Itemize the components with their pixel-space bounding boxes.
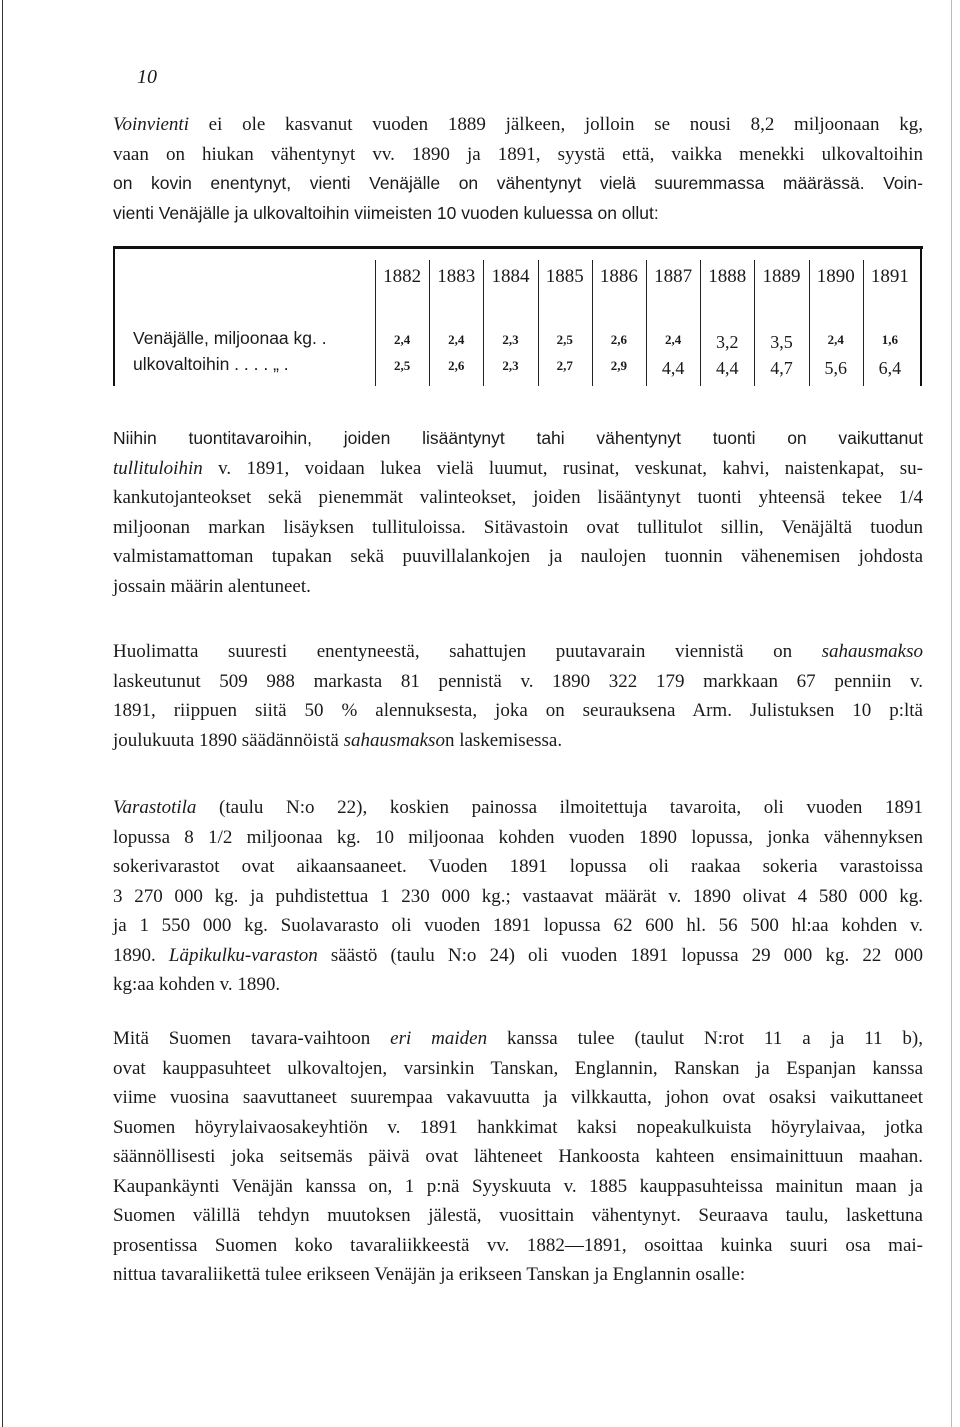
- paragraph-tavaravaihto: [113, 1024, 923, 1290]
- table-cell: 2,7: [556, 358, 573, 373]
- table-cell: 2,4: [393, 332, 411, 347]
- paragraph-sahausmakso: [113, 637, 923, 755]
- table-cell: 2,6: [610, 332, 628, 347]
- text-line: viime vuosina saavuttaneet suurempaa vakavuutta ja vilkkautta, johon ovat osaksi vaikuttaneet: [113, 1087, 923, 1108]
- text-line: kg:aa kohden v. 1890.: [113, 974, 281, 995]
- text-line: sokerivarastot ovat aikaansaaneet. Vuoden 1891 lopussa oli raakaa sokeria varastoissa: [113, 856, 923, 877]
- text-line: ovat kauppasuhteet ulkovaltojen, varsinkin Tanskan, Englannin, Ranskan ja Espanjan kanssa: [113, 1057, 923, 1079]
- year-header: 1889: [762, 266, 801, 287]
- table-cell: 2,5: [393, 358, 411, 373]
- text-line: vienti Venäjälle ja ulkovaltoihin viimeisten 10 vuoden kuluessa on ollut:: [113, 202, 659, 223]
- emphasis: tullituloihin: [113, 457, 203, 479]
- table-cell: 4,4: [716, 358, 739, 378]
- emphasis: sahausmakso: [821, 641, 923, 662]
- text-line: valmistamattoman tupakan sekä puuvillalankojen ja naulojen tuonnin vähenemisen johdosta: [113, 546, 923, 567]
- year-header: 1884: [491, 266, 530, 287]
- table-cell: 3,5: [770, 332, 793, 352]
- text-line: joulukuuta 1890 säädännöistä sahausmakson laskemisessa.: [113, 729, 563, 751]
- table-top-rule: [113, 246, 923, 249]
- text-line: Suomen höyrylaivaosakeyhtiön v. 1891 hankkimat kaksi nopeakulkuista höyrylaivaa, jotka: [113, 1116, 923, 1138]
- text-line: ja 1 550 000 kg. Suolavarasto oli vuoden 1891 lopussa 62 600 hl. 56 500 hl:aa kohden v.: [113, 915, 923, 936]
- page-number: 10: [137, 66, 157, 88]
- emphasis: Voinvienti: [113, 114, 189, 135]
- text-line: miljoonan markan lisäyksen tullituloissa. Sitävastoin ovat tullitulot sillin, Venäjältä tuodun: [113, 516, 923, 538]
- emphasis: sahausmakso: [343, 729, 445, 751]
- text-line: jossain määrin alentuneet.: [113, 575, 311, 597]
- table-cell: 2,6: [448, 358, 465, 373]
- text-line: lopussa 8 1/2 miljoonaa kg. 10 miljoonaa kohden vuoden 1890 lopussa, jonka vähennyksen: [113, 826, 923, 848]
- text-line: Kaupankäynti Venäjän kanssa on, 1 p:nä Syyskuuta v. 1885 kauppasuhteissa mainitun maan ja: [113, 1175, 923, 1197]
- year-header: 1891: [870, 266, 909, 287]
- table-cell: 2,4: [448, 332, 465, 347]
- table-cell: 2,3: [502, 358, 519, 373]
- year-header: 1886: [599, 266, 638, 287]
- emphasis: eri maiden: [390, 1028, 488, 1049]
- text-line: säännöllisesti joka seitsemäs päivä ovat lähteneet Hankoosta kahteen ensimainittuun maahan.: [113, 1146, 923, 1167]
- year-header: 1882: [383, 266, 422, 287]
- table-cell: 6,4: [878, 358, 902, 378]
- emphasis: Läpikulku-varaston: [168, 944, 318, 966]
- text-line: Huolimatta suuresti enentyneestä, sahattujen puutavarain viennistä on sahausmakso: [113, 641, 923, 662]
- table-cell: 1,6: [881, 332, 899, 347]
- text-line: Voinvienti ei ole kasvanut vuoden 1889 jälkeen, jolloin se nousi 8,2 miljoonaan kg,: [113, 114, 923, 135]
- paragraph-tullituloihin: [113, 424, 923, 601]
- scan-edge-right: [951, 0, 952, 1427]
- text-line: nittua tavaraliikettä tulee erikseen Venäjän ja erikseen Tanskan ja Englannin osalle:: [113, 1264, 746, 1285]
- table-cell: 4,7: [770, 358, 793, 378]
- table-cell: 2,3: [502, 332, 519, 347]
- year-header: 1888: [708, 266, 747, 287]
- text-line: on kovin enentynyt, vienti Venäjälle on vähentynyt vielä suuremmassa määrässä. Voin-: [113, 173, 923, 193]
- row-label-venajalle: Venäjälle, miljoonaa kg. .: [133, 328, 327, 348]
- text-line: 1891, riippuen siitä 50 % alennuksesta, joka on seurauksena Arm. Julistuksen 10 p:ltä: [113, 700, 923, 721]
- year-header: 1890: [816, 266, 855, 287]
- butter-export-table: [113, 246, 923, 386]
- text-line: vaan on hiukan vähentynyt vv. 1890 ja 1891, syystä että, vaikka menekki ulkovaltoihin: [113, 143, 923, 165]
- year-header: 1887: [654, 266, 693, 287]
- table-cell: 5,6: [824, 358, 847, 378]
- paragraph-varastotila: [113, 793, 923, 1000]
- text-line: Niihin tuontitavaroihin, joiden lisääntynyt tahi vähentynyt tuonti on vaikuttanut: [113, 428, 923, 448]
- row-label-ulkovaltoihin: ulkovaltoihin . . . . „ .: [133, 354, 289, 374]
- text-line: prosentissa Suomen koko tavaraliikkeestä vv. 1882—1891, osoittaa kuinka suuri osa mai-: [113, 1234, 923, 1256]
- table-cell: 2,5: [556, 332, 573, 347]
- table-cell: 2,4: [664, 332, 682, 347]
- text-line: Mitä Suomen tavara-vaihtoon eri maiden kanssa tulee (taulut N:rot 11 a ja 11 b),: [113, 1028, 924, 1049]
- table-right-rule: [920, 246, 922, 386]
- text-line: 3 270 000 kg. ja puhdistettua 1 230 000 kg.; vastaavat määrät v. 1890 olivat 4 580 000 kg.: [113, 885, 923, 907]
- paragraph-voinvienti: [113, 110, 923, 228]
- text-line: Varastotila (taulu N:o 22), koskien painossa ilmoitettuja tavaroita, oli vuoden 1891: [113, 797, 923, 818]
- text-line: Suomen välillä tehdyn muutoksen jälestä, vuosittain vähentynyt. Seuraava taulu, laskettuna: [113, 1205, 923, 1226]
- table-cell: 4,4: [661, 358, 685, 378]
- text-line: laskeutunut 509 988 markasta 81 pennistä v. 1890 322 179 markkaan 67 penniin v.: [113, 670, 923, 692]
- emphasis: Varastotila: [113, 797, 197, 818]
- year-header: 1885: [545, 266, 584, 287]
- text-line: 1890. Läpikulku-varaston säästö (taulu N:o 24) oli vuoden 1891 lopussa 29 000 kg. 22 000: [113, 944, 923, 966]
- year-header: 1883: [437, 266, 476, 287]
- table-cell: 3,2: [716, 332, 739, 352]
- table-left-rule: [113, 246, 115, 386]
- text-line: kankutojanteokset sekä pienemmät valinteokset, joiden lisääntynyt tuonti yhteensä tekee 1/4: [113, 487, 923, 508]
- table-cell: 2,4: [827, 332, 844, 347]
- text-line: tullituloihin v. 1891, voidaan lukea vielä luumut, rusinat, veskunat, kahvi, naistenkapat, su-: [113, 457, 923, 479]
- table-cell: 2,9: [610, 358, 628, 373]
- scan-edge-left: [2, 0, 3, 1427]
